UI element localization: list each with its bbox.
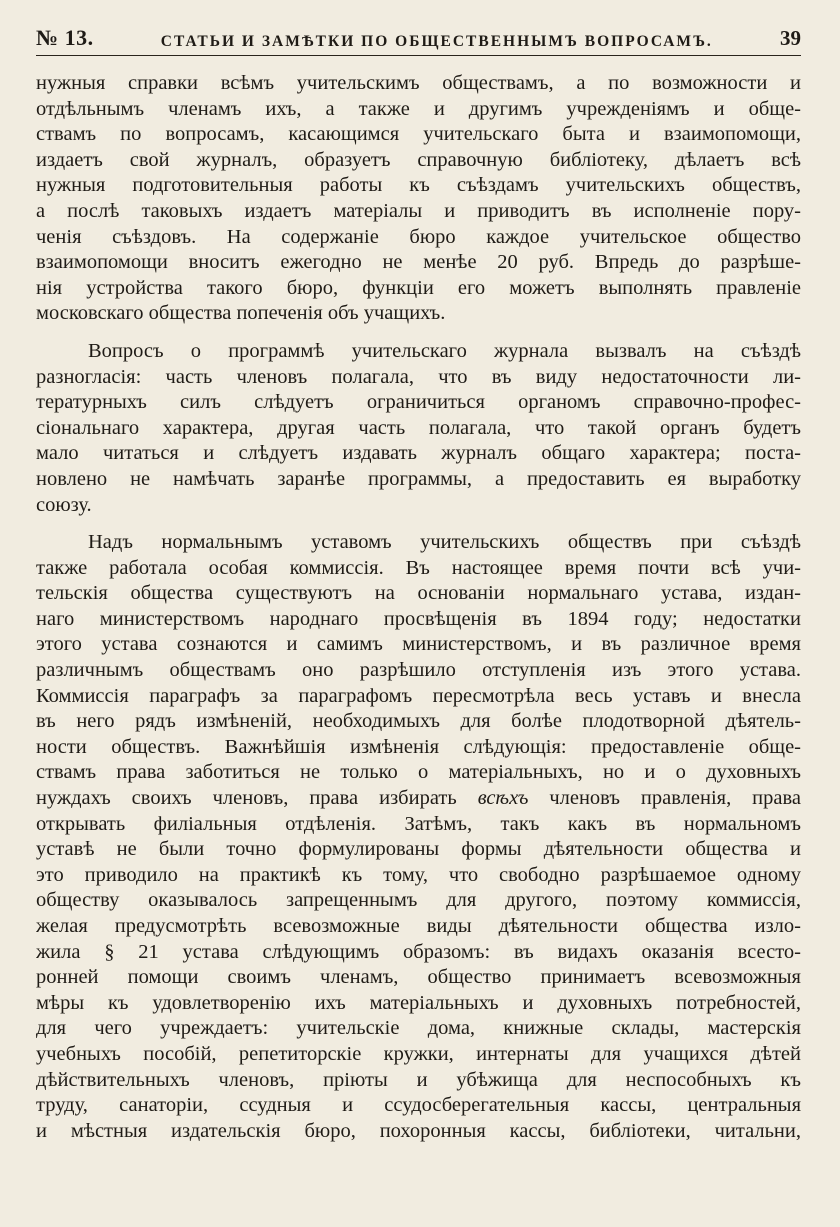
text-line: тельскія общества существуютъ на основаніи нормальнаго устава, издан- bbox=[36, 582, 801, 605]
text-line: ности обществъ. Важнѣйшія измѣненія слѣдующія: предоставленіе обще- bbox=[36, 735, 801, 758]
text-line: жила § 21 устава слѣдующимъ образомъ: въ видахъ оказанія всесто- bbox=[36, 940, 801, 963]
text-line: этого устава сознаются и самимъ министерствомъ, и въ различное время bbox=[36, 633, 801, 656]
text-line: дѣйствительныхъ членовъ, пріюты и убѣжища для неспособныхъ къ bbox=[36, 1068, 801, 1091]
text-line: разногласія: часть членовъ полагала, что въ виду недостаточности ли- bbox=[36, 365, 801, 388]
text-line: также работала особая коммиссія. Въ настоящее время почти всѣ учи- bbox=[36, 556, 801, 579]
text-line: ронней помощи своимъ членамъ, общество принимаетъ всевозможныя bbox=[36, 966, 801, 989]
text-line: мѣры къ удовлетворенію ихъ матеріальныхъ и духовныхъ потребностей, bbox=[36, 991, 801, 1014]
text-line-with-emphasis bbox=[36, 786, 801, 812]
text-line: труду, санаторіи, ссудныя и ссудосберегательныя кассы, центральныя bbox=[36, 1094, 801, 1117]
text-line: различнымъ обществамъ оно разрѣшило отступленія изъ этого устава. bbox=[36, 659, 801, 682]
text-line: учебныхъ пособій, репетиторскіе кружки, интернаты для учащихся дѣтей bbox=[36, 1042, 801, 1065]
text-segment: нуждахъ своихъ членовъ, права избирать bbox=[36, 787, 457, 810]
page-body bbox=[36, 71, 801, 1156]
text-line: мало читаться и слѣдуетъ издавать журналъ общаго характера; поста- bbox=[36, 442, 801, 465]
text-line: обществу оказывалось запрещеннымъ для другого, поэтому коммиссія, bbox=[36, 889, 801, 912]
text-line: московскаго общества попеченія объ учащихъ. bbox=[36, 302, 446, 325]
paragraph-2 bbox=[36, 339, 801, 518]
text-line: это приводило на практикѣ къ тому, что свободно разрѣшаемое одному bbox=[36, 863, 801, 886]
text-line: открывать филіальныя отдѣленія. Затѣмъ, такъ какъ въ нормальномъ bbox=[36, 812, 801, 835]
text-line: сіональнаго характера, другая часть полагала, что такой органъ будетъ bbox=[36, 416, 801, 439]
emphasized-word: всѣхъ bbox=[477, 787, 529, 810]
text-line: ченія съѣздовъ. На содержаніе бюро каждое учительское общество bbox=[36, 225, 801, 248]
text-line: нужныя подготовительныя работы къ съѣздамъ учительскихъ обществъ, bbox=[36, 174, 801, 197]
text-line: ствамъ права заботиться не только о матеріальныхъ, но и о духовныхъ bbox=[36, 761, 801, 784]
text-line: Вопросъ о программѣ учительскаго журнала вызвалъ на съѣздѣ bbox=[88, 339, 801, 362]
text-line: желая предусмотрѣть всевозможные виды дѣятельности общества изло- bbox=[36, 915, 801, 937]
issue-number: № 13. bbox=[36, 25, 94, 50]
text-line: нужныя справки всѣмъ учительскимъ обществамъ, а по возможности и bbox=[36, 72, 801, 94]
text-line: нія устройства такого бюро, функціи его можетъ выполнять правленіе bbox=[36, 276, 801, 299]
text-line: союзу. bbox=[36, 493, 92, 516]
paragraph-3 bbox=[36, 530, 801, 1144]
running-title: СТАТЬИ И ЗАМѢТКИ ПО ОБЩЕСТВЕННЫМЪ ВОПРОСАМЪ. bbox=[160, 33, 713, 50]
page-number: 39 bbox=[780, 26, 801, 50]
text-segment: членовъ правленія, права bbox=[528, 787, 801, 810]
text-line: а послѣ таковыхъ издаетъ матеріалы и приводитъ въ исполненіе пору- bbox=[36, 199, 801, 222]
paragraph-1 bbox=[36, 71, 801, 327]
text-line: ствамъ по вопросамъ, касающимся учительскаго быта и взаимопомощи, bbox=[36, 123, 801, 146]
text-line: для чего учреждаетъ: учительскіе дома, книжные склады, мастерскія bbox=[36, 1017, 801, 1040]
text-line: взаимопомощи вноситъ ежегодно не менѣе 20 руб. Впредь до разрѣше- bbox=[36, 251, 801, 274]
text-line: и мѣстныя издательскія бюро, похоронныя кассы, библіотеки, читальни, bbox=[36, 1119, 801, 1142]
text-line: Коммиссія параграфъ за параграфомъ пересмотрѣла весь уставъ и внесла bbox=[36, 684, 801, 707]
text-line: наго министерствомъ народнаго просвѣщенія въ 1894 году; недостатки bbox=[36, 607, 801, 630]
text-line: тературныхъ силъ слѣдуетъ ограничиться органомъ справочно-профес- bbox=[36, 391, 801, 414]
text-line: уставѣ не были точно формулированы формы дѣятельности общества и bbox=[36, 838, 801, 861]
text-line: издаетъ свой журналъ, образуетъ справочную библіотеку, дѣлаетъ всѣ bbox=[36, 148, 801, 171]
text-line: новлено не намѣчать заранѣе программы, а предоставить ея выработку bbox=[36, 467, 801, 490]
text-line: Надъ нормальнымъ уставомъ учительскихъ обществъ при съѣздѣ bbox=[88, 531, 801, 554]
text-line: отдѣльнымъ членамъ ихъ, а также и другимъ учрежденіямъ и обще- bbox=[36, 97, 801, 120]
page-header bbox=[36, 24, 801, 56]
text-line: въ него рядъ измѣненій, необходимыхъ для болѣе плодотворной дѣятель- bbox=[36, 710, 801, 733]
